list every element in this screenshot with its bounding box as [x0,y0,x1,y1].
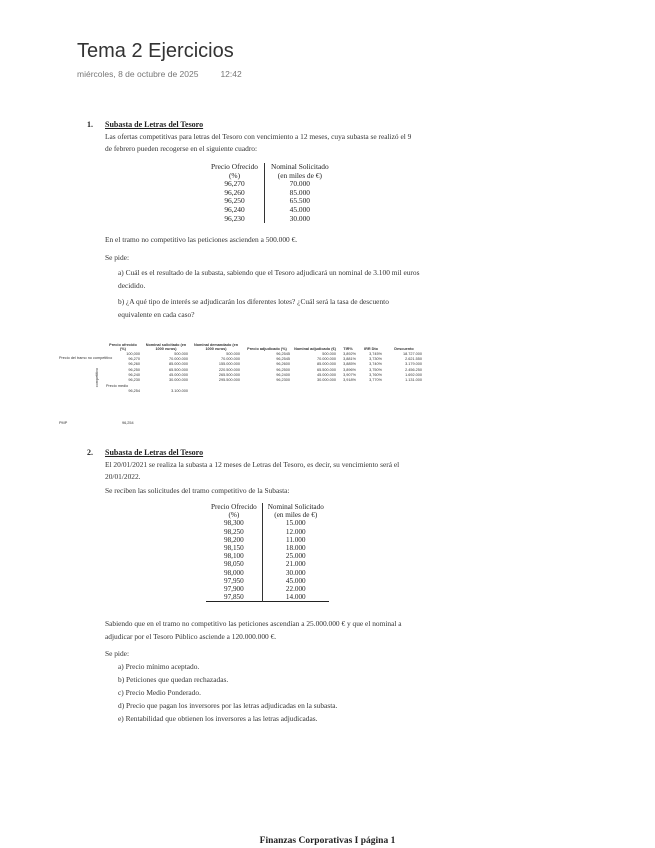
ex2-col-nominal-header: Nominal Solicitado (en miles de €) [267,503,324,520]
table-row: 96,270 70.000.000 70.000.000 96,2545 70.000.000 3,881% 3,730% 2.621.550 [128,357,422,362]
ex1-question-b-cont: equivalente en cada caso? [118,310,195,319]
ex2-heading: Subasta de Letras del Tesoro [105,448,204,457]
ex1-intro-1: Las ofertas competitivas para letras del Tesoro con vencimiento a 12 meses, cuya subasta se realizó el 9 [105,132,412,141]
ex2-item-a: a) Precio mínimo aceptado. [118,662,200,671]
ex2-item-b: b) Peticiones que quedan rechazadas. [118,675,229,684]
sheet-pmp-label: PMP [59,421,68,425]
ex1-nc-line: En el tramo no competitivo las peticiones ascienden a 500.000 €. [105,235,298,244]
table-row: 96,240 45.000.000 265.500.000 96,2400 45.000.000 3,907% 3,760% 1.692.000 [128,373,422,377]
table-row: Precio medio [106,383,129,388]
sheet-col-7: Descuento [394,347,414,352]
table-row: 96,230 30.000 [205,215,335,224]
ex1-intro-2: de febrero pueden recogerse en el siguiente cuadro: [105,144,258,153]
time-text: 12:42 [220,69,242,79]
table-row: 98,100 25.000 [206,552,329,560]
table-row: 96,254 3.100.000 [128,388,188,393]
table-row: 97,950 45.000 [206,577,329,585]
table-row: 100,000 500.000 500.000 96,2545 500.000 3,892% 3,745% 18.727.000 [126,351,422,356]
ex2-item-d: d) Precio que pagan los inversores por las letras adjudicadas en la subasta. [118,701,338,710]
sheet-col-0: Precio ofrecido (%) [109,343,137,352]
sheet-pmp-value: 96,254 [122,421,134,425]
table-row: 97,850 14.000 [206,593,329,602]
ex2-intro-3: Se reciben las solicitudes del tramo competitivo de la Subasta: [105,486,290,495]
ex2-item-e: e) Rentabilidad que obtienen los inversores a las letras adjudicadas. [118,714,318,723]
ex1-question-b: b) ¿A qué tipo de interés se adjudicarán los diferentes lotes? ¿Cuál será la tasa de descuento [118,297,389,306]
sheet-col-3: Precio adjudicado (%) [247,347,287,352]
ex2-number: 2. [87,448,93,457]
table-row: 96,250 65.500.000 220.500.000 96,2500 65.500.000 3,896% 3,750% 2.456.250 [128,367,422,372]
ex1-table [205,163,335,223]
page-date [77,69,242,79]
ex1-question-a: a) Cuál es el resultado de la subasta, sabiendo que el Tesoro adjudicará un nominal de 3.100 mil euros [118,268,420,277]
sheet-competitive-label: competitivo [95,368,99,388]
table-row: 96,230 30.000.000 295.500.000 96,2300 30.000.000 3,918% 3,770% 1.131.000 [128,378,422,383]
sheet-col-1: Nominal solicitado (en 1000 euros) [145,343,187,352]
table-row: 96,260 85.000 [205,189,335,198]
table-row: 98,300 15.000 [206,519,329,527]
sheet-col-5: TIR% [343,347,353,352]
table-row: 96,260 85.000.000 155.000.000 96,2600 85.000.000 3,885% 3,740% 3.179.000 [128,362,422,367]
ex2-col-price-header: Precio Ofrecido (%) [206,503,262,519]
ex1-question-a-cont: decidido. [118,281,146,290]
table-row: 98,050 21.000 [206,560,329,568]
sheet-side-label: Precio del tramo no competitivo [59,356,113,360]
ex1-ask: Se pide: [105,253,130,262]
table-row: 96,270 70.000 [205,180,335,189]
ex1-col-nominal-header: Nominal Solicitado (en miles de €) [271,162,329,180]
ex2-intro-2: 20/01/2022. [105,472,141,481]
table-row: 98,150 18.000 [206,544,329,552]
ex2-nc-1: Sabiendo que en el tramo no competitivo las peticiones ascendían a 25.000.000 € y que el nominal a [105,619,402,628]
table-row: 96,250 65.500 [205,197,335,206]
sheet-col-6: IRR Dto [364,347,378,352]
sheet-col-2: Nominal demandado (en 1000 euros) [193,343,239,352]
table-row: 98,200 11.000 [206,536,329,544]
ex1-col-price-header: Precio Ofrecido (%) [205,163,265,180]
ex2-table [206,503,329,602]
page-title: Tema 2 Ejercicios [77,40,234,62]
sheet-col-4: Nominal adjudicado (€) [294,347,336,352]
ex2-nc-2: adjudicar por el Tesoro Público asciende a 120.000.000 €. [105,632,277,641]
ex2-ask: Se pide: [105,649,130,658]
sheet-table [104,343,424,394]
table-row: 97,900 22.000 [206,585,329,593]
table-row: 96,240 45.000 [205,206,335,215]
ex2-item-c: c) Precio Medio Ponderado. [118,688,201,697]
table-row: 98,000 30.000 [206,569,329,577]
ex1-heading: Subasta de Letras del Tesoro [105,120,204,129]
table-row: 98,250 12.000 [206,528,329,536]
page-footer: Finanzas Corporativas I página 1 [259,836,396,846]
date-text: miércoles, 8 de octubre de 2025 [77,69,199,79]
ex1-number: 1. [87,120,93,129]
ex2-intro-1: El 20/01/2021 se realiza la subasta a 12 meses de Letras del Tesoro, es decir, su vencimiento será el [105,460,400,469]
